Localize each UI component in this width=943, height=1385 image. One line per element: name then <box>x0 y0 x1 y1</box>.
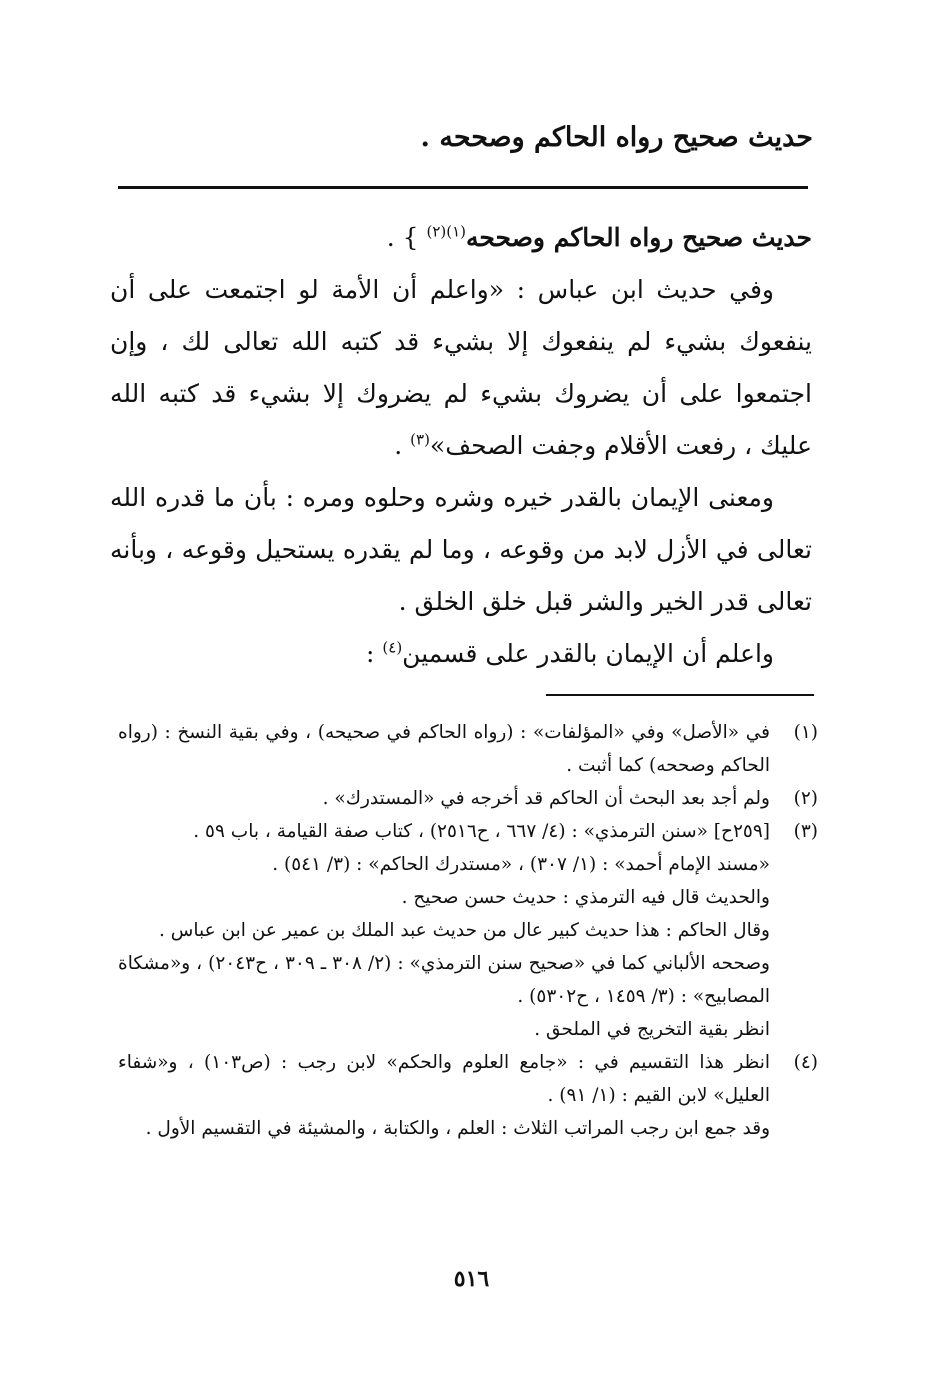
colon: : <box>366 639 383 668</box>
footnote-number: (١) <box>793 722 818 743</box>
footnote-3 <box>118 815 818 1046</box>
paragraph-ibn-abbas <box>110 264 812 472</box>
footnote-body <box>118 815 770 1046</box>
footnote-line: انظر بقية التخريج في الملحق . <box>534 1019 770 1040</box>
paragraph-hadith-grade <box>110 212 812 264</box>
period: . <box>394 431 411 460</box>
footnote-line: «مسند الإمام أحمد» : (١/ ٣٠٧) ، «مستدرك الحاكم» : (٣/ ٥٤١) . <box>272 854 770 875</box>
closing-brace: } . <box>386 223 427 252</box>
footnote-ref-4[interactable]: (٤) <box>382 638 403 657</box>
footnote-line: ولم أجد بعد البحث أن الحاكم قد أخرجه في «المستدرك» . <box>322 788 770 809</box>
paragraph-two-parts <box>110 628 812 680</box>
footnote-2 <box>118 782 818 815</box>
footnote-body <box>118 1046 770 1145</box>
footnote-line: في «الأصل» وفي «المؤلفات» : (رواه الحاكم في صحيحه) ، وفي بقية النسخ : (رواه الحاكم وصححه) كما أثبت . <box>118 722 770 776</box>
footnote-line: وصححه الألباني كما في «صحيح سنن الترمذي» : (٢/ ٣٠٨ ـ ٣٠٩ ، ح٢٠٤٣) ، و«مشكاة المصابيح» : (٣/ ١٤٥٩ ، ح٥٣٠٢) . <box>118 953 770 1007</box>
paragraph-meaning-of-qadar: ومعنى الإيمان بالقدر خيره وشره وحلوه ومره : بأن ما قدره الله تعالى في الأزل لابد من وقوعه ، وما لم يقدره يستحيل وقوعه ، وبأنه تعالى قدر الخير والشر قبل خلق الخلق . <box>110 483 812 616</box>
footnote-ref-3[interactable]: (٣) <box>410 430 430 449</box>
footnotes <box>118 716 818 1145</box>
running-header: حديث صحيح رواه الحاكم وصححه . <box>420 122 813 153</box>
footnote-body <box>118 782 770 815</box>
footnote-line: والحديث قال فيه الترمذي : حديث حسن صحيح . <box>401 887 770 908</box>
footnote-number: (٤) <box>793 1052 818 1073</box>
header-divider <box>118 186 808 189</box>
main-text <box>110 212 812 680</box>
hadith-grade-text: حديث صحيح رواه الحاكم وصححه <box>466 223 812 252</box>
footnote-1 <box>118 716 818 782</box>
footnote-number: (٣) <box>793 821 818 842</box>
footnote-divider <box>546 694 814 696</box>
footnote-line: انظر هذا التقسيم في : «جامع العلوم والحكم» لابن رجب : (ص١٠٣) ، و«شفاء العليل» لابن القيم : (١/ ٩١) . <box>118 1052 770 1106</box>
footnote-body <box>118 716 770 782</box>
footnote-line: وقد جمع ابن رجب المراتب الثلاث : العلم ، والكتابة ، والمشيئة في التقسيم الأول . <box>145 1118 770 1139</box>
footnote-4 <box>118 1046 818 1145</box>
two-parts-text: واعلم أن الإيمان بالقدر على قسمين <box>402 639 774 668</box>
footnote-number: (٢) <box>793 788 818 809</box>
footnote-line: [٢٥٩ح] «سنن الترمذي» : (٤/ ٦٦٧ ، ح٢٥١٦) ، كتاب صفة القيامة ، باب ٥٩ . <box>193 821 770 842</box>
footnote-ref-1-2[interactable]: (١)(٢) <box>426 222 467 241</box>
ibn-abbas-hadith-text: وفي حديث ابن عباس : «واعلم أن الأمة لو اجتمعت على أن ينفعوك بشيء لم ينفعوك إلا بشيء قد كتبه الله تعالى لك ، وإن اجتمعوا على أن يضروك بشيء لم يضروك إلا بشيء قد كتبه الله عليك ، رفعت الأقلام وجفت الصحف» <box>110 275 812 460</box>
footnote-line: وقال الحاكم : هذا حديث كبير عال من حديث عبد الملك بن عمير عن ابن عباس . <box>159 920 770 941</box>
page-number: ٥١٦ <box>453 1266 490 1292</box>
